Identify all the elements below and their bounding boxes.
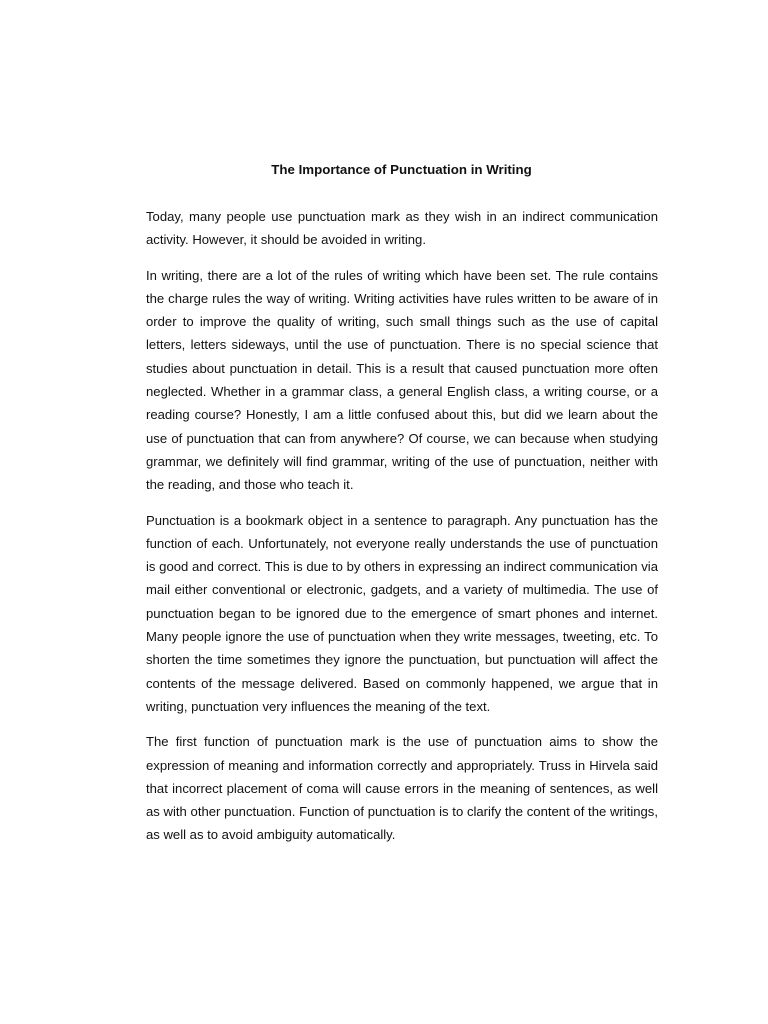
paragraph-3: Punctuation is a bookmark object in a sentence to paragraph. Any punctuation has the function of each. Unfortunately, not everyone really understands the use of punctuation is good and correct. This is due to by others in expressing an indirect communication via mail either conventional or electronic, gadgets, and a variety of multimedia. The use of punctuation began to be ignored due to the emergence of smart phones and internet. Many people ignore the use of punctuation when they write messages, tweeting, etc. To shorten the time sometimes they ignore the punctuation, but punctuation will affect the contents of the message delivered. Based on commonly happened, we argue that in writing, punctuation very influences the meaning of the text. bbox=[146, 512, 658, 714]
paragraph-1: Today, many people use punctuation mark as they wish in an indirect communication activity. However, it should be avoided in writing. bbox=[146, 209, 658, 248]
document-title: The Importance of Punctuation in Writing bbox=[271, 162, 532, 177]
paragraph-4: The first function of punctuation mark is the use of punctuation aims to show the expression of meaning and information correctly and appropriately. Truss in Hirvela said that incorrect placement of coma will cause errors in the meaning of sentences, as well as with other punctuation. Function of punctuation is to clarify the content of the writings, as well as to avoid ambiguity automatically. bbox=[146, 734, 658, 843]
paragraph-2: In writing, there are a lot of the rules of writing which have been set. The rule contains the charge rules the way of writing. Writing activities have rules written to be aware of in order to improve the quality of writing, such small things such as the use of capital letters, letters sideways, until the use of punctuation. There is no special science that studies about punctuation in detail. This is a result that caused punctuation more often neglected. Whether in a grammar class, a general English class, a writing course, or a reading course? Honestly, I am a little confused about this, but did we learn about the use of punctuation that can from anywhere? Of course, we can because when studying grammar, we definitely will find grammar, writing of the use of punctuation, neither with the reading, and those who teach it. bbox=[146, 267, 658, 493]
document-body bbox=[146, 205, 658, 859]
